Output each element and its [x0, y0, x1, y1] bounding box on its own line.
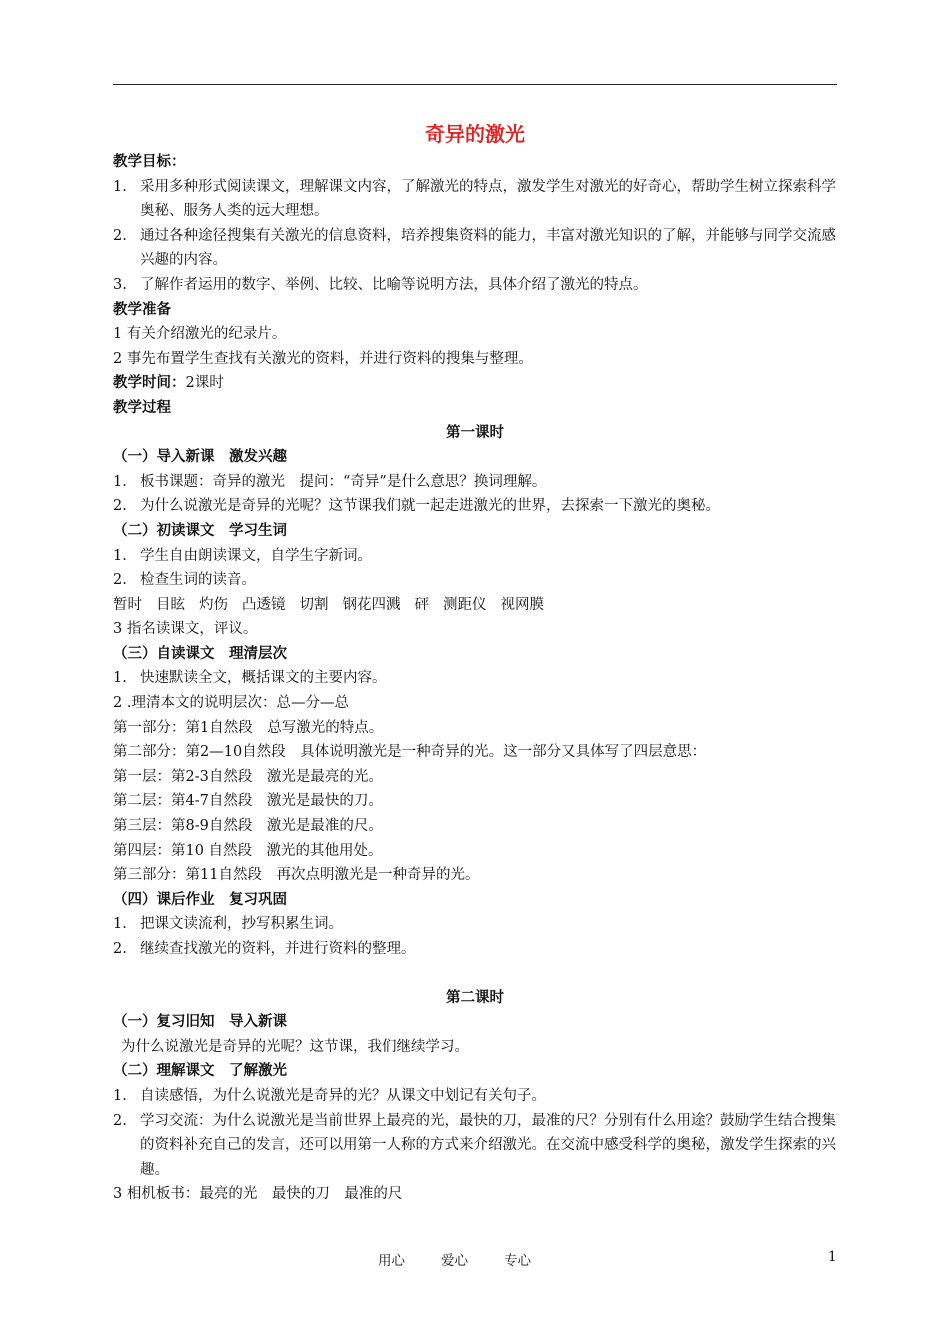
lesson1-section3-heading: （三）自读课文 理清层次 [113, 645, 287, 662]
document-body [113, 118, 837, 1207]
item-number: 2. [113, 498, 127, 515]
item-number: 2. [113, 572, 127, 589]
list-item [113, 1109, 837, 1183]
item-text: 把课文读流利，抄写积累生词。 [140, 916, 343, 933]
page-number: 1 [828, 1249, 837, 1265]
vocab-list [113, 593, 837, 618]
lesson2-intro-text: 为什么说激光是奇异的光呢？这节课，我们继续学习。 [121, 1038, 469, 1055]
structure-line: 第三部分：第11自然段 再次点明激光是一种奇异的光。 [113, 867, 480, 884]
list-item: 3 指名读课文，评议。 [113, 621, 258, 638]
list-item [113, 494, 837, 519]
vocab-word: 砰 [414, 596, 429, 613]
vocab-word: 测距仪 [443, 596, 487, 613]
item-text: 通过各种途径搜集有关激光的信息资料，培养搜集资料的能力，丰富对激光知识的了解，并能够与同学交流感兴趣的内容。 [140, 227, 836, 269]
item-text: 继续查找激光的资料，并进行资料的整理。 [140, 941, 416, 957]
footer-word: 爱心 [441, 1253, 468, 1269]
structure-line: 第三层：第8-9自然段 激光是最准的尺。 [113, 818, 383, 835]
time-value: 2课时 [185, 375, 224, 392]
process-heading: 教学过程 [113, 399, 171, 416]
item-number: 1. [113, 916, 127, 933]
item-number: 2. [113, 1112, 127, 1129]
lesson1-section2-heading: （二）初读课文 学习生词 [113, 522, 287, 539]
lesson2-section1-heading: （一）复习旧知 导入新课 [113, 1014, 287, 1031]
list-item [113, 568, 837, 593]
lesson1-section1-heading: （一）导入新课 激发兴趣 [113, 449, 287, 466]
item-text: 采用多种形式阅读课文，理解课文内容，了解激光的特点，激发学生对激光的好奇心，帮助学生树立探索科学奥秘、服务人类的远大理想。 [140, 178, 836, 220]
list-item [113, 470, 837, 495]
vocab-word: 视网膜 [500, 596, 544, 613]
item-text: 为什么说激光是奇异的光呢？这节课我们就一起走进激光的世界，去探索一下激光的奥秘。 [140, 498, 720, 515]
goal-item-2 [113, 224, 837, 273]
vocab-word: 钢花四溅 [342, 596, 401, 613]
list-item: 3 相机板书：最亮的光 最快的刀 最准的尺 [113, 1186, 403, 1203]
vocab-word: 凸透镜 [242, 596, 286, 613]
lesson2-heading: 第二课时 [446, 989, 504, 1006]
goals-heading: 教学目标： [113, 154, 186, 170]
list-item [113, 937, 837, 962]
time-line [113, 371, 837, 396]
header-rule [113, 84, 837, 85]
list-item [113, 1084, 837, 1109]
item-text: 学生自由朗读课文，自学生字新词。 [140, 547, 372, 564]
item-number: 1. [113, 547, 127, 564]
time-heading: 教学时间： [113, 375, 186, 392]
prep-item-1: 1 有关介绍激光的纪录片。 [113, 326, 287, 343]
document-title: 奇异的激光 [425, 122, 525, 146]
item-text: 快速默读全文，概括课文的主要内容。 [140, 670, 387, 687]
item-number: 1. [113, 1087, 127, 1104]
item-number: 2. [113, 941, 127, 957]
section-gap [113, 962, 837, 986]
structure-line: 2 .理清本文的说明层次：总—分—总 [113, 695, 349, 712]
prep-heading: 教学准备 [113, 301, 171, 318]
list-item [113, 666, 837, 691]
structure-line: 第四层：第10 自然段 激光的其他用处。 [113, 842, 383, 859]
lesson1-heading: 第一课时 [446, 424, 504, 441]
item-number: 1. [113, 473, 127, 490]
item-number: 3. [113, 276, 127, 293]
vocab-word: 灼伤 [199, 596, 228, 613]
structure-line: 第一层：第2-3自然段 激光是最亮的光。 [113, 768, 383, 785]
list-item [113, 544, 837, 569]
item-number: 2. [113, 227, 127, 244]
vocab-word: 切割 [299, 596, 329, 613]
list-item [113, 912, 837, 937]
vocab-word: 暂时 [113, 596, 142, 613]
item-text: 板书课题：奇异的激光 提问：“奇异”是什么意思？换词理解。 [140, 473, 547, 490]
item-number: 1. [113, 670, 127, 687]
lesson1-section4-heading: （四）课后作业 复习巩固 [113, 891, 287, 908]
structure-line: 第二层：第4-7自然段 激光是最快的刀。 [113, 793, 383, 810]
goal-item-1 [113, 175, 837, 224]
structure-line: 第二部分：第2—10自然段 具体说明激光是一种奇异的光。这一部分又具体写了四层意思： [113, 744, 707, 761]
item-text: 了解作者运用的数字、举例、比较、比喻等说明方法，具体介绍了激光的特点。 [140, 276, 648, 293]
lesson2-section2-heading: （二）理解课文 了解激光 [113, 1063, 287, 1080]
item-number: 1. [113, 178, 127, 195]
vocab-word: 目眩 [156, 596, 185, 613]
item-text: 学习交流：为什么说激光是当前世界上最亮的光，最快的刀，最准的尺？分别有什么用途？鼓励学生结合搜集的资料补充自己的发言，还可以用第一人称的方式来介绍激光。在交流中感受科学的奥秘，激发学生探索的兴趣。 [140, 1112, 836, 1178]
structure-line: 第一部分：第1自然段 总写激光的特点。 [113, 719, 384, 736]
item-text: 自读感悟，为什么说激光是奇异的光？从课文中划记有关句子。 [140, 1087, 546, 1104]
footer-word: 用心 [378, 1253, 405, 1269]
footer-motto [378, 1249, 567, 1269]
item-text: 检查生词的读音。 [140, 572, 256, 589]
prep-item-2: 2 事先布置学生查找有关激光的资料，并进行资料的搜集与整理。 [113, 350, 533, 367]
footer-word: 专心 [504, 1253, 531, 1269]
goal-item-3 [113, 273, 837, 298]
